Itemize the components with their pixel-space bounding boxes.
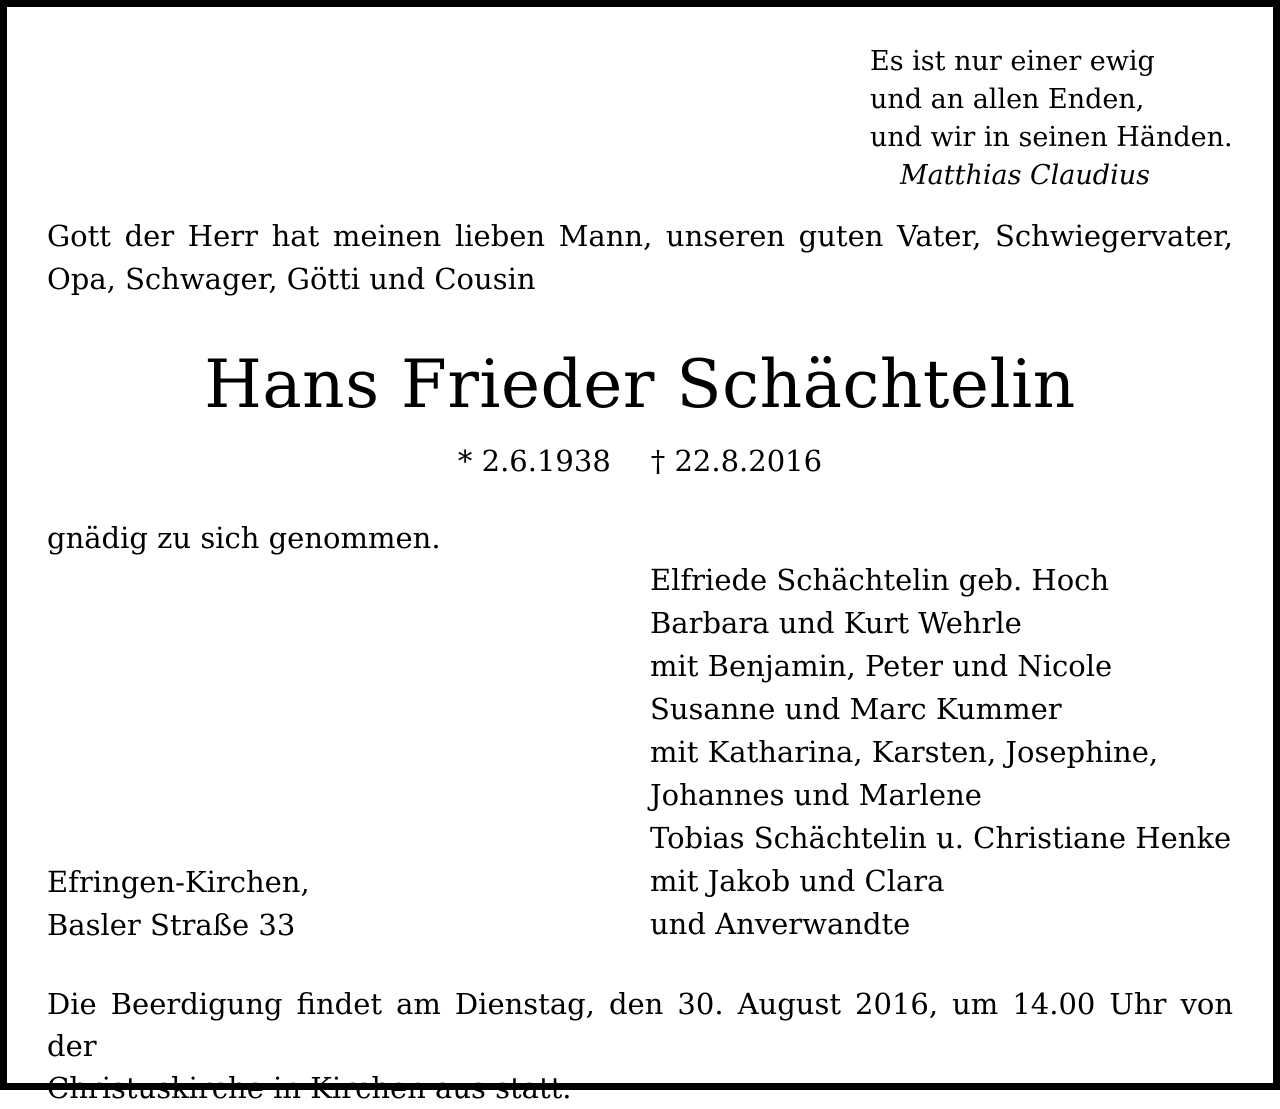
mourner-line: Elfriede Schächtelin geb. Hoch	[650, 563, 1110, 597]
motto-line: und an allen Enden,	[870, 84, 1145, 115]
motto-line: Es ist nur einer ewig	[870, 46, 1155, 77]
funeral-notice	[47, 983, 1233, 1109]
deceased-name: Hans Frieder Schächtelin	[204, 346, 1076, 423]
mourner-line: Johannes und Marlene	[650, 778, 982, 812]
mourner-line: mit Jakob und Clara	[650, 864, 945, 898]
mourner-line: und Anverwandte	[650, 907, 911, 941]
intro-line: Opa, Schwager, Götti und Cousin	[47, 262, 536, 296]
taken-text: gnädig zu sich genommen.	[47, 521, 441, 555]
funeral-line: Die Beerdigung findet am Dienstag, den 30. August 2016, um 14.00 Uhr von der	[47, 987, 1233, 1063]
birth-date: * 2.6.1938	[457, 444, 611, 478]
address-line: Basler Straße 33	[47, 908, 296, 942]
mourner-line: Susanne und Marc Kummer	[650, 692, 1062, 726]
intro-line: Gott der Herr hat meinen lieben Mann, unseren guten Vater, Schwiegervater,	[47, 219, 1233, 253]
address-line: Efringen-Kirchen,	[47, 865, 310, 899]
mourner-line: mit Katharina, Karsten, Josephine,	[650, 735, 1159, 769]
address-block	[47, 861, 310, 947]
life-dates	[7, 441, 1273, 481]
motto-quote	[870, 43, 1233, 195]
mourner-line: mit Benjamin, Peter und Nicole	[650, 649, 1113, 683]
funeral-line: Christuskirche in Kirchen aus statt.	[47, 1071, 572, 1105]
mourner-line: Barbara und Kurt Wehrle	[650, 606, 1022, 640]
intro-text	[47, 215, 1233, 301]
death-date: † 22.8.2016	[650, 444, 823, 478]
mourners-list	[650, 559, 1231, 946]
motto-line: und wir in seinen Händen.	[870, 122, 1233, 153]
mourner-line: Tobias Schächtelin u. Christiane Henke	[650, 821, 1232, 855]
motto-author: Matthias Claudius	[900, 160, 1150, 191]
